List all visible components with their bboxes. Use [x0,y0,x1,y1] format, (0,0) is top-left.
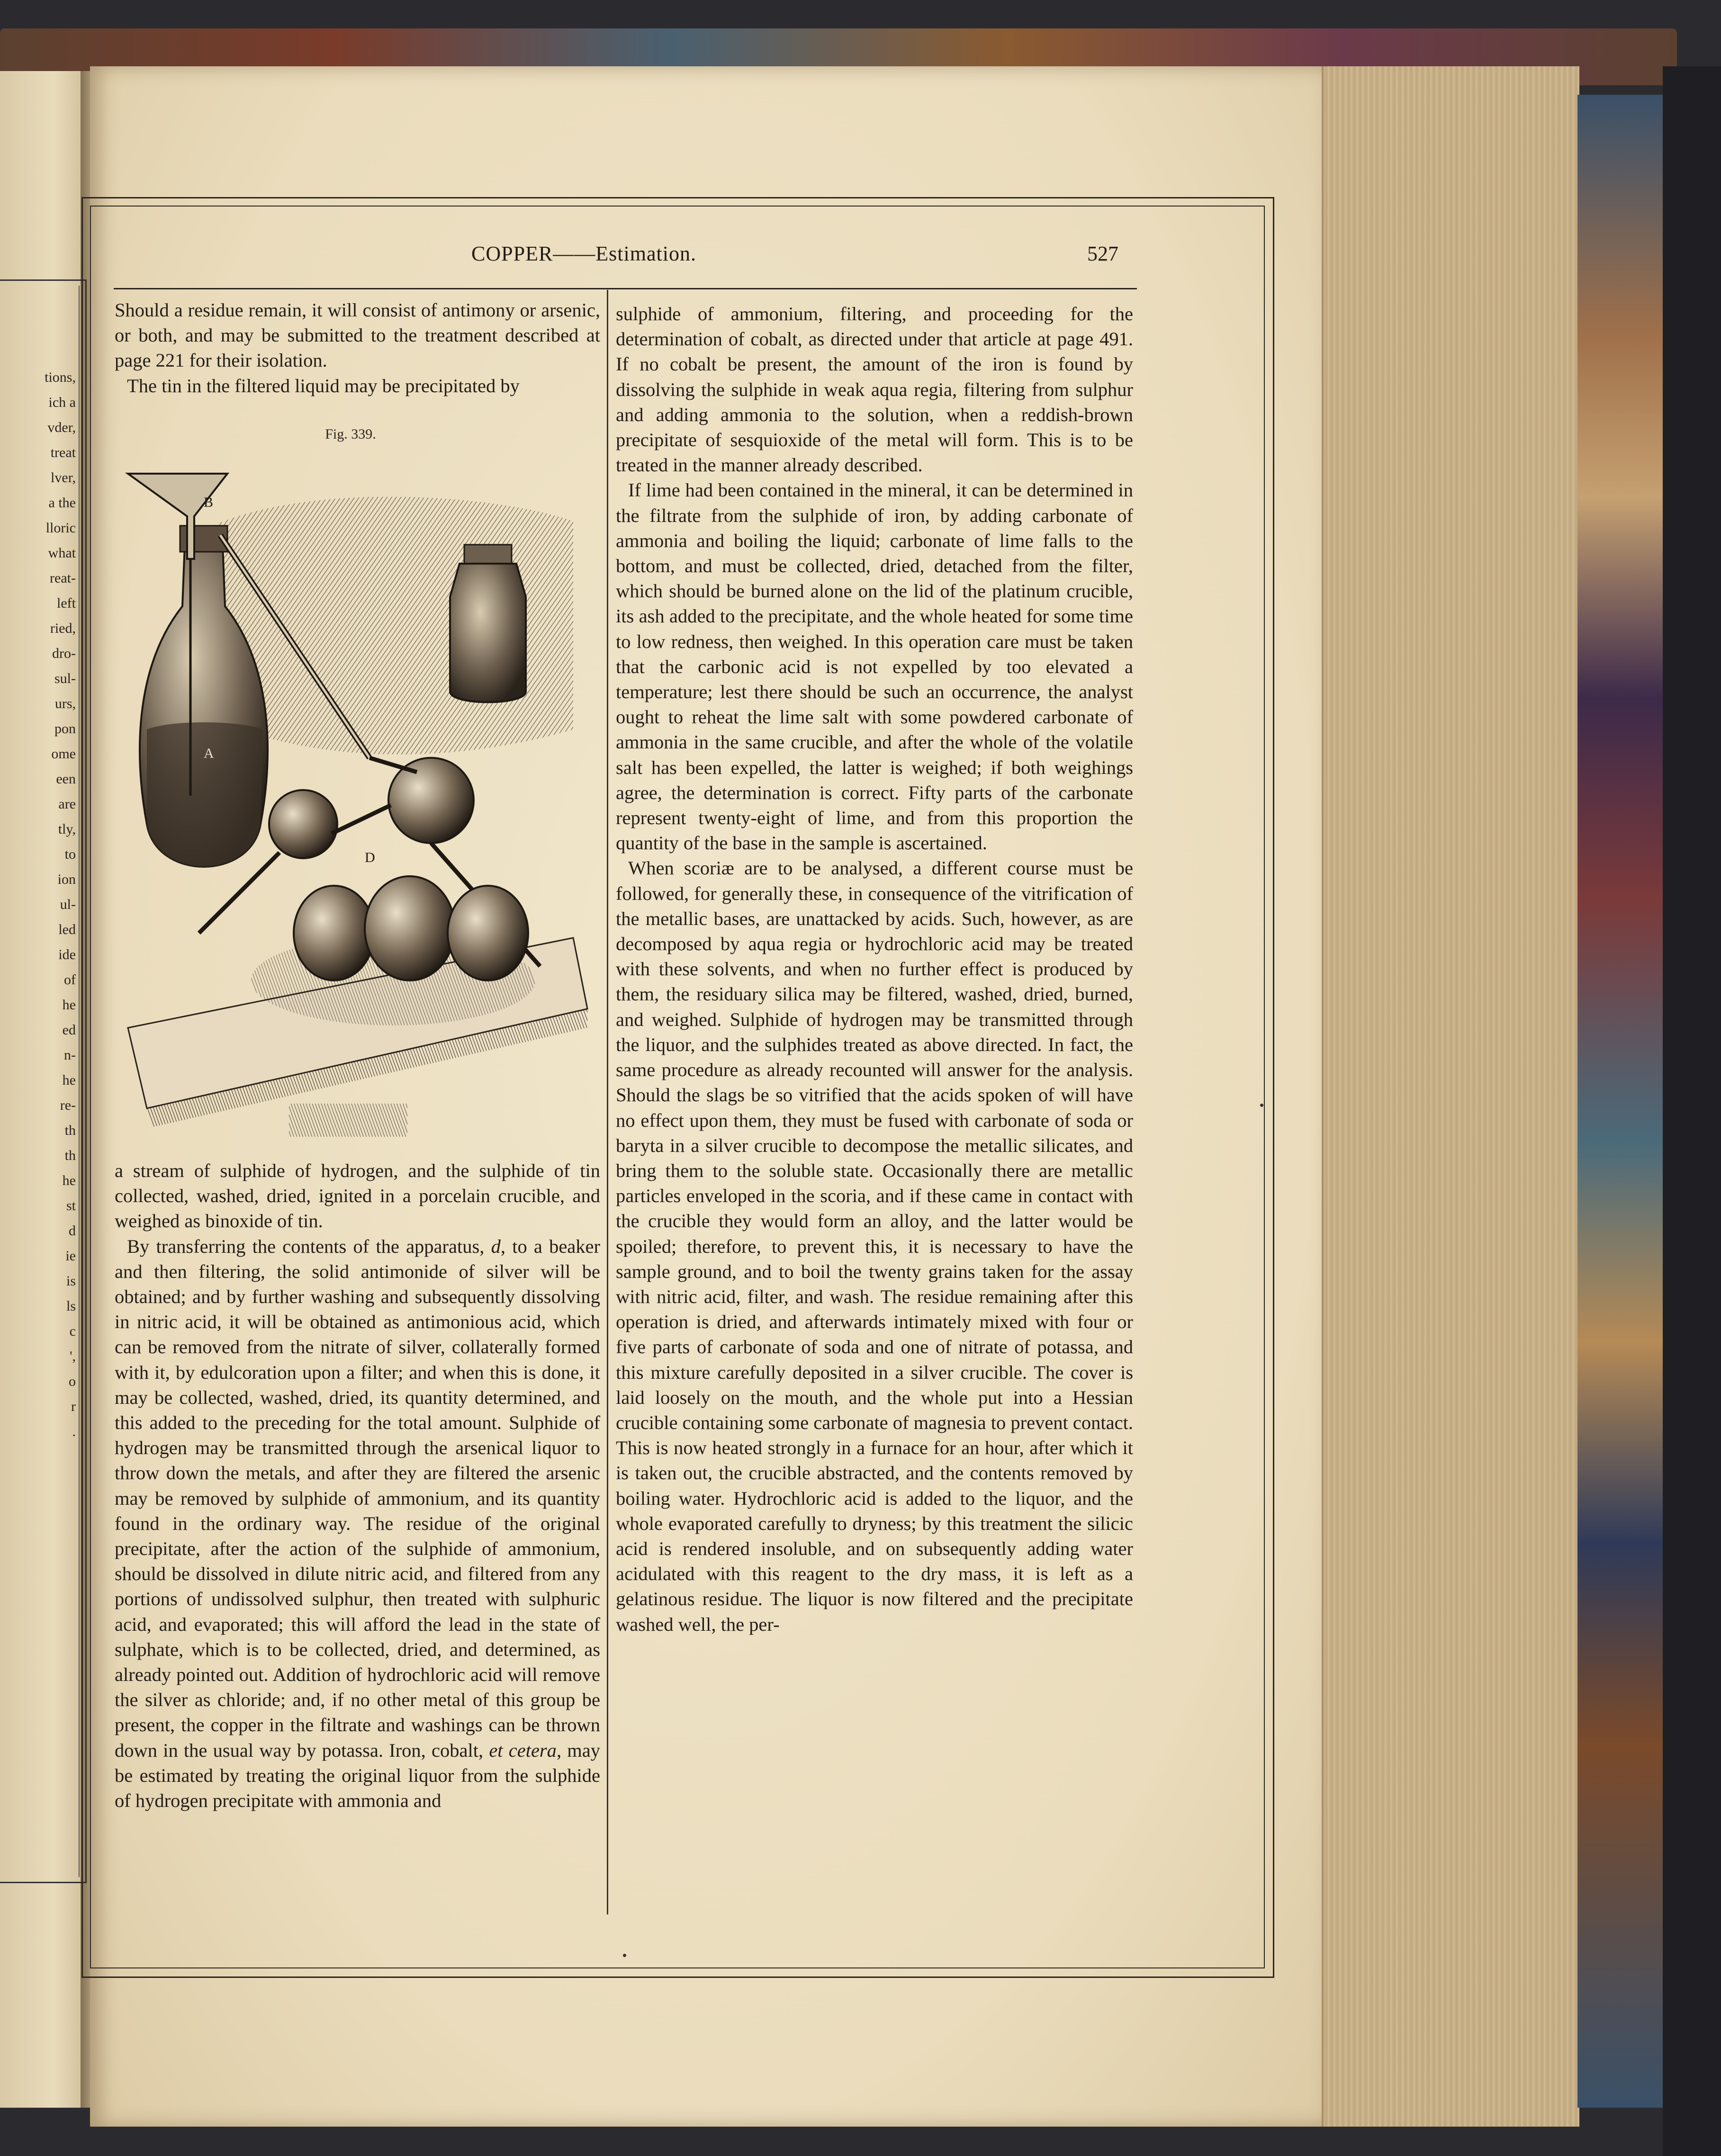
left-page-fragment: ed [62,1022,76,1038]
left-page-fragment: pon [54,721,76,737]
left-page-fragment: of [64,972,76,988]
left-page-fragment: to [64,846,76,862]
left-page-fragment: led [58,922,76,937]
left-page-fragment: lloric [45,520,76,536]
figure-apparatus [118,464,597,1156]
column-rule [607,290,608,1914]
left-page-fragment: what [48,545,76,561]
header-rule [114,288,1137,289]
left-page-fragment: ls [66,1298,76,1314]
left-page-fragment: ', [70,1348,76,1364]
left-column-top [115,297,600,398]
left-page-fragment: tly, [58,821,76,837]
apparatus-engraving [118,464,597,1156]
paragraph: sulphide of ammonium, filtering, and proceeding for the determination of cobalt, as directed under that article at page 491. If no cobalt be present, the amount of the iron is found by dissolving the sulphide in weak aqua regia, filtering from sulphur and adding ammonia to the solution, when a reddish-brown precipitate of sesquioxide of the metal will form. This is to be treated in the manner already described. [616,303,1133,476]
left-page-fragment: left [57,595,76,611]
right-column [616,301,1133,1637]
figure-caption: Fig. 339. [325,426,376,442]
left-page-fragment: ie [65,1248,76,1264]
ink-speck [623,1954,626,1957]
left-page-fragment: ide [58,947,76,962]
figure-label-a: A [204,746,214,761]
left-page-fragment: reat- [50,570,76,586]
left-page-fragment: o [69,1374,76,1389]
left-page [0,71,93,2108]
left-page-fragment: urs, [54,696,76,711]
paragraph: a stream of sulphide of hydrogen, and the sulphide of tin collected, washed, dried, ignited in a porcelain crucible, and weighed as binoxide of tin. [115,1160,600,1232]
left-column-bottom [115,1158,600,1813]
left-page-fragment: sul- [54,671,76,686]
left-page-fragment: d [69,1223,76,1239]
paragraph: The tin in the filtered liquid may be precipitated by [127,375,520,396]
paragraph: Should a residue remain, it will consist of antimony or arsenic, or both, and may be submitted to the treatment described at page 221 for their isolation. [115,299,600,371]
ink-speck [1260,1104,1263,1107]
left-page-fragment: tions, [45,369,76,385]
left-page-fragment: he [62,997,76,1013]
left-page-text-fragments [0,365,76,1596]
left-page-fragment: ome [51,746,76,762]
left-page-fragment: st [66,1198,76,1213]
left-page-fragment: a the [48,495,76,511]
left-page-fragment: are [58,796,76,812]
page-number: 527 [1087,242,1118,265]
left-page-fragment: n- [64,1047,76,1063]
left-page-fragment: c [69,1323,76,1339]
marbled-edge [1577,95,1663,2108]
running-title: COPPER——Estimation. [471,242,696,265]
page-edges [1322,66,1579,2127]
left-page-fragment: th [64,1123,76,1138]
left-page-fragment: lver, [51,470,76,485]
left-page-fragment: is [66,1273,76,1289]
left-page-fragment: vder, [47,420,76,435]
figure-label-b: B [204,494,214,510]
left-page-fragment: re- [60,1097,76,1113]
left-page-fragment: ich a [48,395,76,410]
paragraph: If lime had been contained in the mineral, it can be determined in the filtrate from the sulphide of iron, by adding carbonate of ammonia and boiling the liquid; carbonate of lime falls to the bottom, and must be collected, dried, detached from the filter, which should be burned alone on the lid of the platinum crucible, its ash added to the precipitate, and the whole heated for some time to low redness, then weighed. In this operation care must be taken that the carbonic acid is not expelled by too elevated a temperature; lest there should be such an occurrence, the analyst ought to reheat the lime salt with some powdered carbonate of ammonia in the same crucible, and after the whole of the volatile salt has been expelled, the latter is weighed; if both weighings agree, the determination is correct. Fifty parts of the carbonate represent twenty-eight of lime, and from this proportion the quantity of the base in the sample is ascertained. [616,479,1133,854]
left-page-fragment: r [71,1399,76,1414]
left-page-fragment: ul- [60,897,76,912]
left-page-fragment: ion [57,871,76,887]
paragraph: When scoriæ are to be analysed, a different course must be followed, for generally these, in consequence of the vitrification of the metallic bases, are unattacked by acids. Such, however, as are decomposed by aqua regia or hydrochloric acid may be treated with these solvents, and when no further effect is produced by them, the residuary silica may be filtered, washed, dried, burned, and weighed. Sulphide of hydrogen may be transmitted through the liquor, and the sulphides treated as above directed. In fact, the same procedure as already recounted will answer for the analysis. Should the slags be so vitrified that the acids spoken of will have no effect upon them, they must be fused with carbonate of soda or baryta in a silver crucible to decompose the metallic silicates, and bring them to the soluble state. Occasionally there are metallic particles enveloped in the scoria, and if these came in contact with the crucible they would form an alloy, and the latter would be spoiled; therefore, to prevent this, it is necessary to have the sample ground, and to boil the twenty grains taken for the assay with nitric acid, filter, and wash. The residue remaining after this operation is dried, and afterwards intimately mixed with four or five parts of carbonate of soda and one of nitrate of potassa, and this mixture carefully deposited in a silver crucible. The cover is laid loosely on the mouth, and the whole put into a Hessian crucible containing some carbonate of magnesia to prevent contact. This is now heated strongly in a furnace for an hour, after which it is taken out, the crucible abstracted, and the contents removed by boiling water. Hydrochloric acid is added to the liquor, and the whole evaporated carefully to dryness; by this treatment the silicic acid is rendered insoluble, and on subsequently adding water acidulated with this reagent to the dry mass, it is left as a gelatinous residue. The liquor is now filtered and the precipitate washed well, the per- [616,857,1133,1635]
left-page-fragment: . [72,1424,76,1439]
left-page-fragment: een [56,771,76,787]
figure-label-d: D [365,850,375,865]
left-page-fragment: he [62,1072,76,1088]
left-page-fragment: he [62,1173,76,1188]
background-right [1663,66,1721,2156]
left-page-fragment: th [64,1148,76,1163]
running-header [95,242,1246,279]
left-page-fragment: dro- [52,646,76,661]
paragraph: By transferring the contents of the apparatus, d, to a beaker and then filtering, the solid antimonide of silver will be obtained; and by further washing and subsequently dissolving in nitric acid, it will be obtained as antimonious acid, which can be removed from the nitrate of silver, collaterally formed with it, by edulcoration upon a filter; and when this is done, it may be collected, washed, dried, its quantity determined, and this added to the preceding for the total amount. Sulphide of hydrogen may be transmitted through the arsenical liquor to throw down the metals, and after they are filtered the arsenic may be removed by sulphide of ammonium, and its quantity found in the ordinary way. The residue of the original precipitate, after the action of the sulphide of ammonium, should be dissolved in dilute nitric acid, and filtered from any portions of undissolved sulphur, then treated with sulphuric acid, and evaporated; this will afford the lead in the state of sulphate, which is to be collected, dried, and determined, as already pointed out. Addition of hydrochloric acid will remove the silver as chloride; and, if no other metal of this group be present, the copper in the filtrate and washings can be thrown down in the usual way by potassa. Iron, cobalt, et cetera, may be estimated by treating the original liquor from the sulphide of hydrogen precipitate with ammonia and [115,1235,601,1812]
left-page-fragment: treat [50,445,76,460]
left-page-fragment: ried, [50,620,76,636]
